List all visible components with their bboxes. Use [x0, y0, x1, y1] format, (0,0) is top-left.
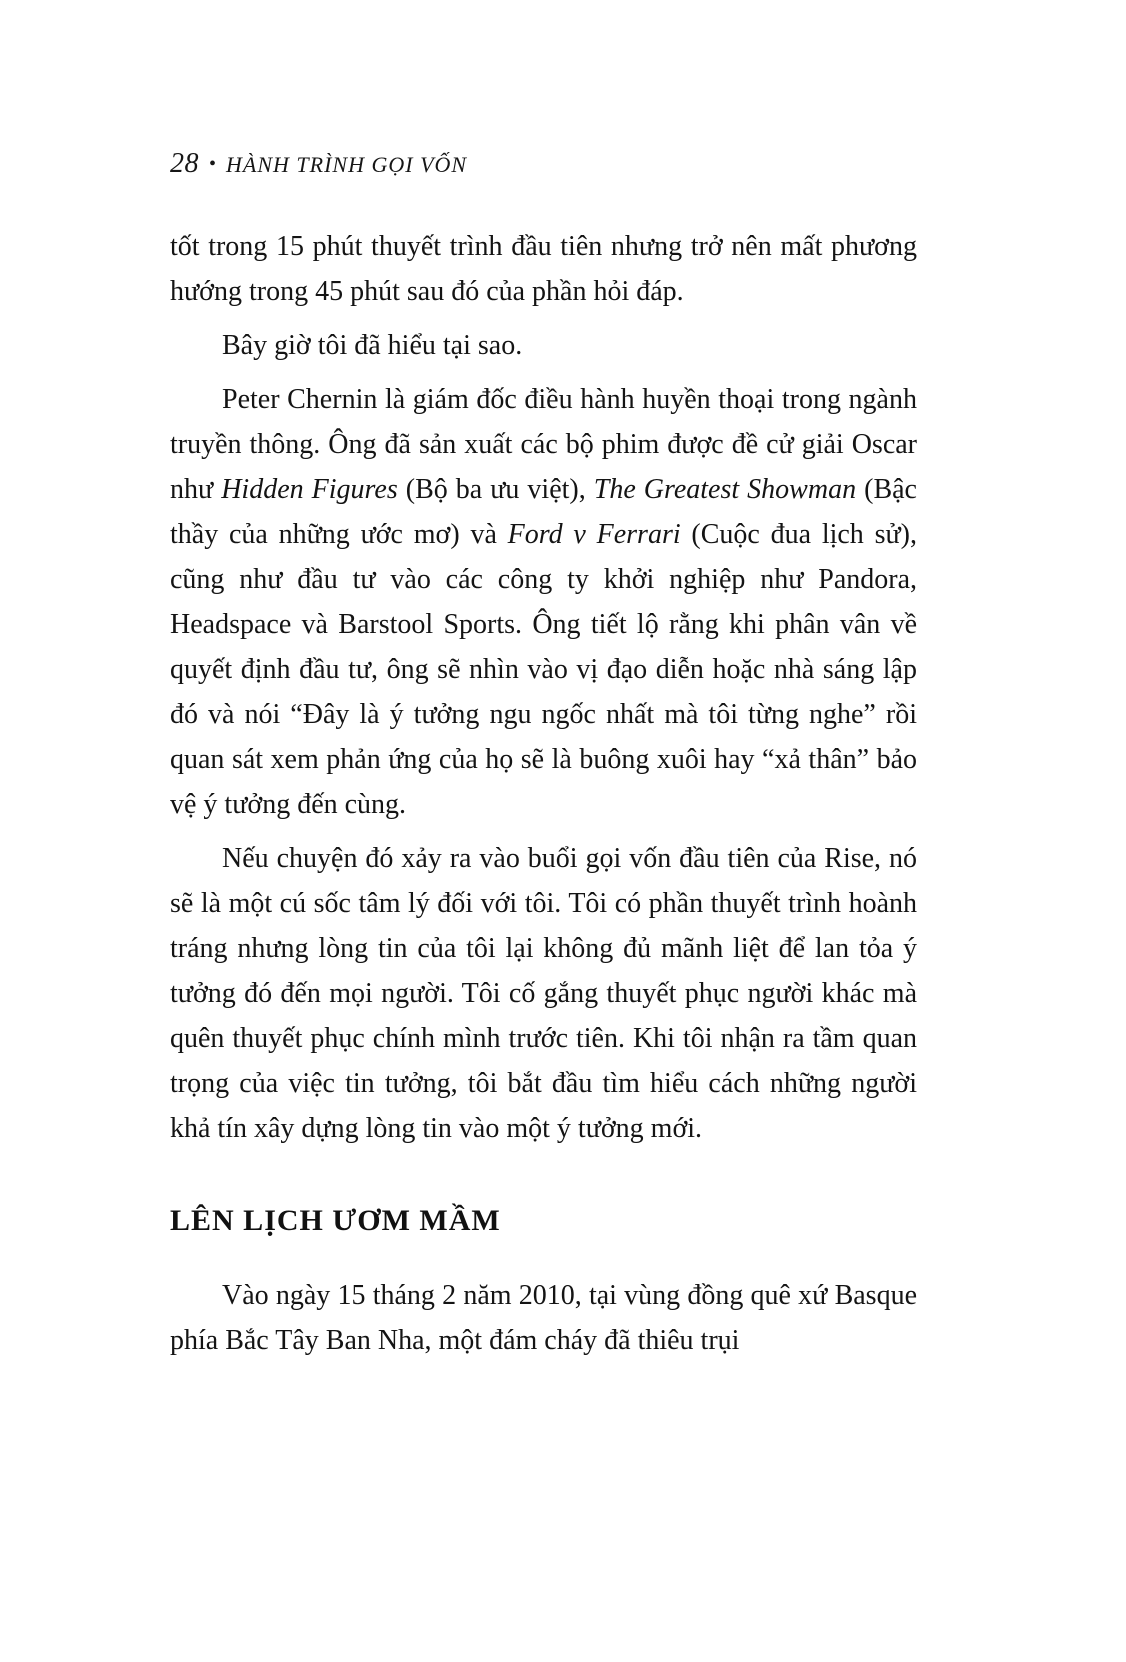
paragraph-peter-chernin: [170, 377, 917, 827]
book-title: HÀNH TRÌNH GỌI VỐN: [226, 152, 468, 177]
text-run: (Cuộc đua lịch sử), cũng như đầu tư vào các công ty khởi nghiệp như Pandora, Headspace và Barstool Sports. Ông tiết lộ rằng khi phân vân về quyết định đầu tư, ông sẽ nhìn vào vị đạo diễn hoặc nhà sáng lập đó và nói “Đây là ý tưởng ngu ngốc nhất mà tôi từng nghe” rồi quan sát xem phản ứng của họ sẽ là buông xuôi hay “xả thân” bảo vệ ý tưởng đến cùng.: [170, 519, 917, 820]
section-heading: LÊN LỊCH ƯƠM MẦM: [170, 1204, 501, 1237]
paragraph-continuation: tốt trong 15 phút thuyết trình đầu tiên nhưng trở nên mất phương hướng trong 45 phút sau đó của phần hỏi đáp.: [170, 231, 917, 307]
paragraph-short: Bây giờ tôi đã hiểu tại sao.: [222, 330, 523, 361]
movie-title-hidden-figures: Hidden Figures: [221, 474, 398, 505]
page-number: 28: [170, 148, 199, 179]
movie-title-ford-v-ferrari: Ford v Ferrari: [507, 519, 681, 550]
paragraph-basque: Vào ngày 15 tháng 2 năm 2010, tại vùng đồng quê xứ Basque phía Bắc Tây Ban Nha, một đám cháy đã thiêu trụi: [170, 1280, 917, 1356]
paragraph-rise: Nếu chuyện đó xảy ra vào buổi gọi vốn đầu tiên của Rise, nó sẽ là một cú sốc tâm lý đối với tôi. Tôi có phần thuyết trình hoành tráng nhưng lòng tin của tôi lại không đủ mãnh liệt để lan tỏa ý tưởng đó đến mọi người. Tôi cố gắng thuyết phục người khác mà quên thuyết phục chính mình trước tiên. Khi tôi nhận ra tầm quan trọng của việc tin tưởng, tôi bắt đầu tìm hiểu cách những người khả tín xây dựng lòng tin vào một ý tưởng mới.: [170, 843, 917, 1144]
running-head: [170, 148, 917, 180]
page-body: [170, 224, 917, 1363]
text-run: (Bộ ba ưu việt),: [397, 474, 594, 505]
text-run: Peter Chernin là giám đốc điều hành huyền thoại trong ngành truyền thông. Ông đã sản xuất các bộ phim được đề cử giải Oscar như: [170, 384, 917, 505]
text-run: (Bậc thầy của những ước mơ) và: [170, 474, 917, 550]
header-separator-dot: •: [209, 153, 217, 175]
movie-title-greatest-showman: The Greatest Showman: [593, 474, 857, 505]
